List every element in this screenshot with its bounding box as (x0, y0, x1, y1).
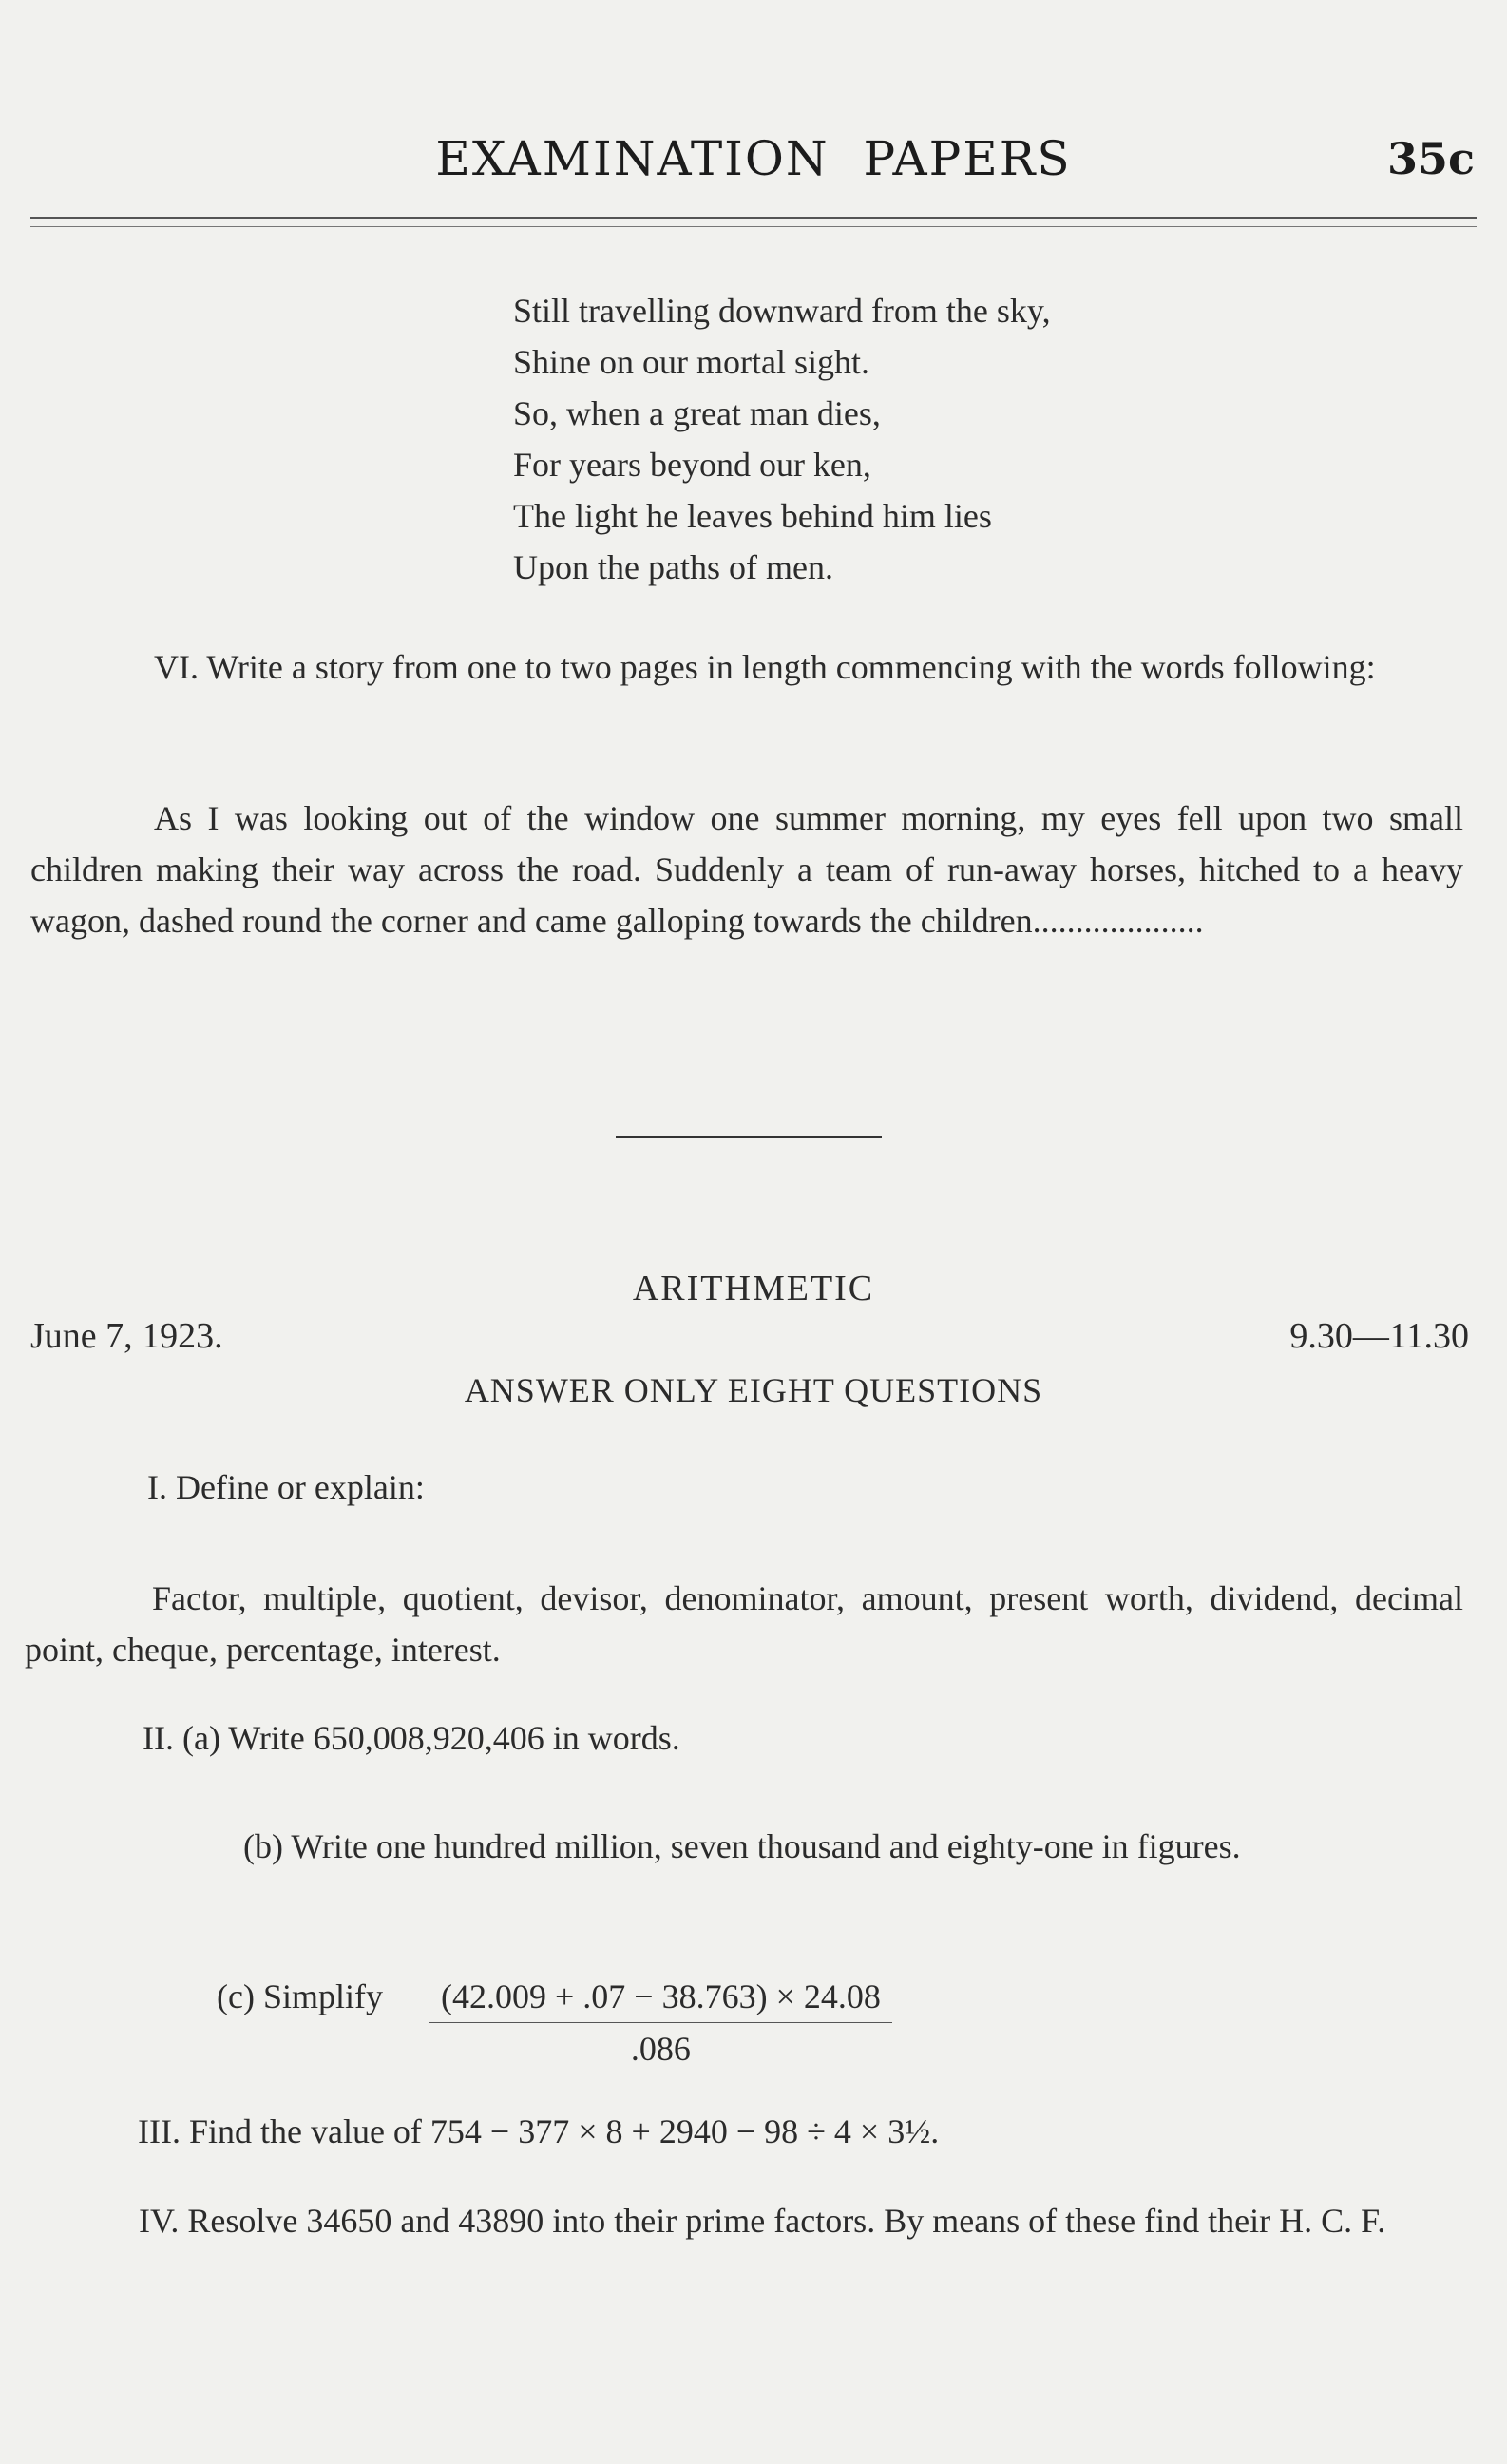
question-1-body-text: Factor, multiple, quotient, devisor, denominator, amount, present worth, dividend, decimal point, cheque, percentage, interest. (25, 1579, 1463, 1669)
poem-line: Shine on our mortal sight. (513, 343, 869, 381)
section-divider (616, 1136, 882, 1138)
question-6-text: VI. Write a story from one to two pages in length commencing with the words following: (154, 648, 1376, 686)
question-2b (23, 1821, 1463, 1872)
poem-line: Still travelling downward from the sky, (513, 292, 1051, 330)
exam-time: 9.30—11.30 (1289, 1316, 1469, 1356)
section-title: ARITHMETIC (632, 1269, 875, 1308)
poem-line: So, when a great man dies, (513, 394, 881, 432)
poem-line: Upon the paths of men. (513, 548, 833, 586)
header-rule (30, 217, 1477, 219)
fraction-numerator: (42.009 + .07 − 38.763) × 24.08 (440, 1977, 881, 2015)
question-6 (30, 641, 1463, 693)
poem-line: The light he leaves behind him lies (513, 497, 992, 535)
question-1-body (25, 1573, 1463, 1675)
poem-line: For years beyond our ken, (513, 446, 871, 484)
exam-date: June 7, 1923. (30, 1316, 223, 1356)
question-2a: II. (a) Write 650,008,920,406 in words. (143, 1719, 680, 1757)
story-prompt (30, 793, 1463, 946)
page-header-title: EXAMINATION PAPERS (435, 131, 1072, 186)
page-number: 35c (1386, 133, 1475, 184)
header-rule-secondary (30, 226, 1477, 227)
question-2c-label: (c) Simplify (217, 1977, 383, 2015)
question-4-text: IV. Resolve 34650 and 43890 into their prime factors. By means of these find their H. C. F. (139, 2202, 1386, 2240)
story-prompt-text: As I was looking out of the window one summer morning, my eyes fell upon two small children making their way across the road. Suddenly a team of run-away horses, hitched to a heavy wagon, dashed round the corner and came galloping towards the children.................... (30, 799, 1463, 940)
exam-instructions: ANSWER ONLY EIGHT QUESTIONS (464, 1371, 1043, 1409)
question-2c (217, 1977, 892, 2069)
question-2b-text: (b) Write one hundred million, seven thousand and eighty-one in figures. (243, 1827, 1241, 1865)
question-3: III. Find the value of 754 − 377 × 8 + 2940 − 98 ÷ 4 × 3½. (138, 2112, 940, 2150)
fraction-denominator: .086 (630, 2030, 691, 2068)
poem-stanza (513, 285, 1051, 593)
question-4 (19, 2195, 1463, 2246)
question-1-heading: I. Define or explain: (147, 1468, 425, 1506)
simplify-fraction (429, 1977, 892, 2069)
